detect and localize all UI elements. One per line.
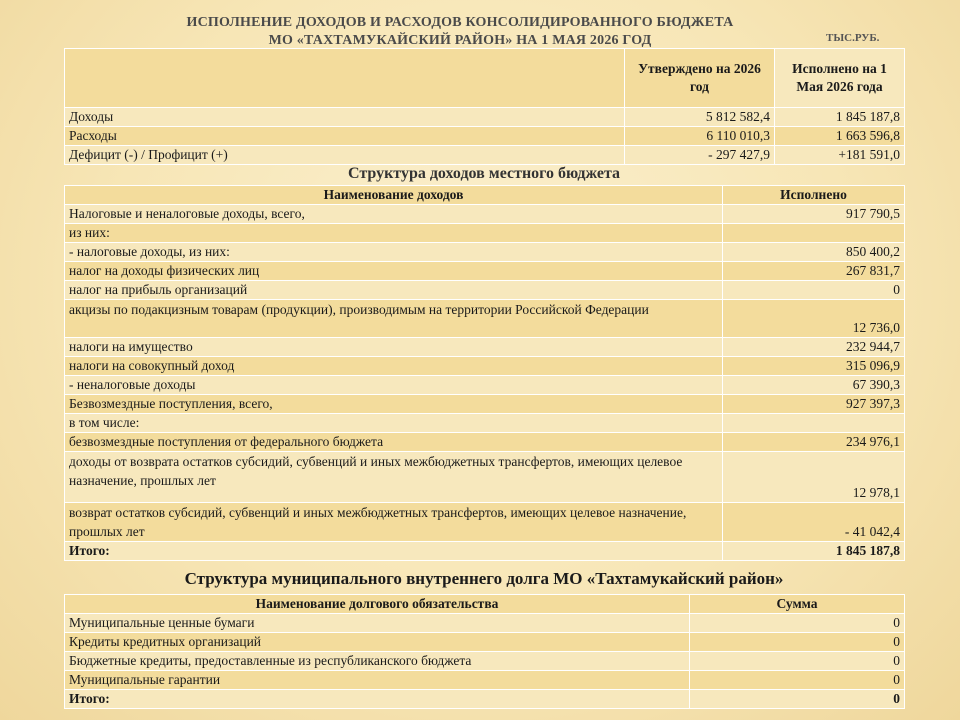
income-row-value: - 41 042,4: [723, 503, 905, 542]
income-header-row: [65, 186, 905, 205]
income-row-label: - неналоговые доходы: [65, 376, 723, 395]
summary-row-executed: 1 663 596,8: [775, 127, 905, 146]
income-row-value: [723, 224, 905, 243]
income-row: [65, 262, 905, 281]
income-row-value: 0: [723, 281, 905, 300]
income-row: [65, 433, 905, 452]
debt-row: [65, 614, 905, 633]
debt-row-value: 0: [690, 614, 905, 633]
units-label: ТЫС.РУБ.: [826, 32, 880, 44]
income-row: [65, 281, 905, 300]
debt-row-label: Кредиты кредитных организаций: [65, 633, 690, 652]
debt-row: [65, 652, 905, 671]
debt-row-label: Муниципальные ценные бумаги: [65, 614, 690, 633]
summary-row: [65, 146, 905, 165]
income-row-label: доходы от возврата остатков субсидий, субвенций и иных межбюджетных трансфертов, имеющих целевое назначение, прошлых лет: [65, 452, 723, 503]
income-row-label: возврат остатков субсидий, субвенций и иных межбюджетных трансфертов, имеющих целевое назначение, прошлых лет: [65, 503, 723, 542]
income-row: [65, 224, 905, 243]
debt-row-label: Бюджетные кредиты, предоставленные из республиканского бюджета: [65, 652, 690, 671]
income-row: [65, 414, 905, 433]
income-row-value: 927 397,3: [723, 395, 905, 414]
income-row-label: Безвозмездные поступления, всего,: [65, 395, 723, 414]
income-row-value: 67 390,3: [723, 376, 905, 395]
income-row: [65, 357, 905, 376]
income-section-title: Структура доходов местного бюджета: [347, 165, 620, 182]
income-total-label: Итого:: [65, 542, 723, 561]
income-row: [65, 452, 905, 503]
debt-col-sum: Сумма: [690, 595, 905, 614]
income-row-value: 917 790,5: [723, 205, 905, 224]
income-row-label: из них:: [65, 224, 723, 243]
income-row-label: безвозмездные поступления от федерального бюджета: [65, 433, 723, 452]
income-col-executed: Исполнено: [723, 186, 905, 205]
income-row-label: - налоговые доходы, из них:: [65, 243, 723, 262]
income-row-value: 12 736,0: [723, 300, 905, 338]
title-line-1: ИСПОЛНЕНИЕ ДОХОДОВ И РАСХОДОВ КОНСОЛИДИРОВАННОГО БЮДЖЕТА: [186, 15, 734, 30]
income-row-value: [723, 414, 905, 433]
debt-row-value: 0: [690, 652, 905, 671]
summary-row-approved: - 297 427,9: [625, 146, 775, 165]
summary-row-approved: 6 110 010,3: [625, 127, 775, 146]
page-title: [60, 14, 860, 50]
income-row: [65, 376, 905, 395]
income-row-label: налог на прибыль организаций: [65, 281, 723, 300]
income-table: [64, 185, 905, 561]
income-row-value: 234 976,1: [723, 433, 905, 452]
summary-col-executed: Исполнено на 1 Мая 2026 года: [775, 49, 905, 108]
income-row: [65, 503, 905, 542]
summary-row: [65, 108, 905, 127]
debt-row-value: 0: [690, 671, 905, 690]
income-row: [65, 395, 905, 414]
income-col-name: Наименование доходов: [65, 186, 723, 205]
income-row: [65, 300, 905, 338]
summary-header-empty: [65, 49, 625, 108]
income-row-label: налоги на совокупный доход: [65, 357, 723, 376]
summary-row-executed: +181 591,0: [775, 146, 905, 165]
debt-table: [64, 594, 905, 709]
debt-row: [65, 633, 905, 652]
summary-row-label: Доходы: [65, 108, 625, 127]
income-row-label: Налоговые и неналоговые доходы, всего,: [65, 205, 723, 224]
summary-row-label: Расходы: [65, 127, 625, 146]
summary-header-row: [65, 49, 905, 108]
summary-table: [64, 48, 905, 165]
income-row: [65, 205, 905, 224]
debt-row-label: Муниципальные гарантии: [65, 671, 690, 690]
income-row-value: 267 831,7: [723, 262, 905, 281]
income-row-label: в том числе:: [65, 414, 723, 433]
income-total-value: 1 845 187,8: [723, 542, 905, 561]
income-row-value: 232 944,7: [723, 338, 905, 357]
summary-row: [65, 127, 905, 146]
income-row: [65, 338, 905, 357]
income-row-value: 315 096,9: [723, 357, 905, 376]
title-line-2: МО «ТАХТАМУКАЙСКИЙ РАЙОН» НА 1 МАЯ 2026 ГОД: [268, 33, 652, 48]
income-total-row: [65, 542, 905, 561]
debt-header-row: [65, 595, 905, 614]
income-row-value: 12 978,1: [723, 452, 905, 503]
debt-total-row: [65, 690, 905, 709]
summary-col-approved: Утверждено на 2026 год: [625, 49, 775, 108]
income-row-label: акцизы по подакцизным товарам (продукции), производимым на территории Российской Федерации: [65, 300, 723, 338]
debt-row: [65, 671, 905, 690]
summary-row-label: Дефицит (-) / Профицит (+): [65, 146, 625, 165]
debt-row-value: 0: [690, 633, 905, 652]
income-row-value: 850 400,2: [723, 243, 905, 262]
debt-col-name: Наименование долгового обязательства: [65, 595, 690, 614]
summary-row-executed: 1 845 187,8: [775, 108, 905, 127]
income-row-label: налоги на имущество: [65, 338, 723, 357]
debt-total-label: Итого:: [65, 690, 690, 709]
summary-row-approved: 5 812 582,4: [625, 108, 775, 127]
debt-total-value: 0: [690, 690, 905, 709]
income-row: [65, 243, 905, 262]
debt-section-title: Структура муниципального внутреннего долга МО «Тахтамукайский район»: [184, 569, 784, 588]
income-row-label: налог на доходы физических лиц: [65, 262, 723, 281]
